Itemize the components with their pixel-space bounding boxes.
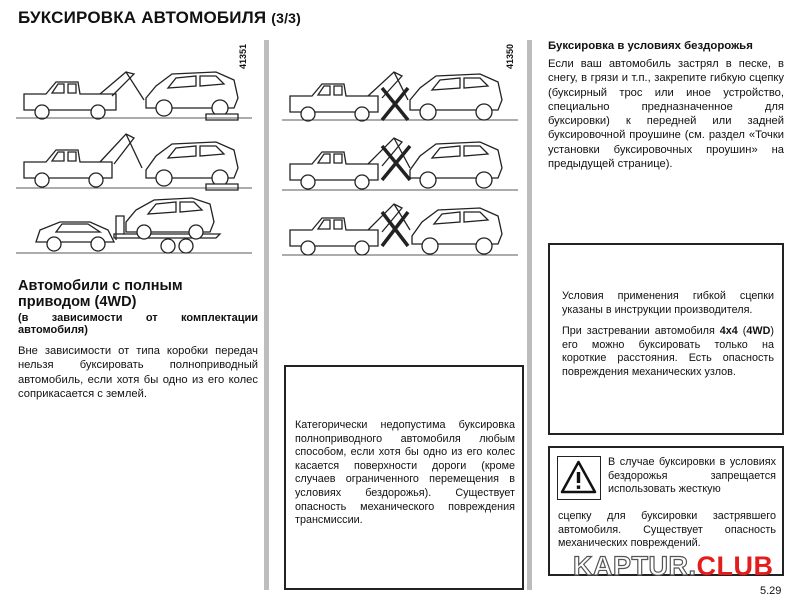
column-divider-left xyxy=(264,40,269,590)
note-text-post: ) его можно буксировать только на короткие расстояния. Есть опасность повреждения механических узлов. xyxy=(562,325,774,378)
title-text: БУКСИРОВКА АВТОМОБИЛЯ xyxy=(18,8,267,27)
note-text-mid: ( xyxy=(737,325,747,337)
figure-id-left: 41351 xyxy=(238,44,248,70)
cross-icon-1 xyxy=(382,88,408,120)
figure-prohibited-towing xyxy=(282,50,522,265)
note-text-4x4: 4x4 xyxy=(719,325,738,337)
offroad-body: Если ваш автомобиль застрял в песке, в снегу, в грязи и т.п., закрепите гибкую сцепку (буксирный трос или иное устройство, специально предназначенное для буксировки) к передней или задней буксировочной проушине (см. раздел «Точки установки буксировочных проушин» на предыдущей странице). xyxy=(548,58,784,171)
cross-icon-2 xyxy=(382,146,410,180)
note-text-4wd: 4WD xyxy=(746,325,771,337)
note-paragraph-2 xyxy=(562,325,774,379)
tow-truck-2 xyxy=(24,134,142,187)
offroad-heading: Буксировка в условиях бездорожья xyxy=(548,40,753,52)
section-heading-4wd: Автомобили с полным приводом (4WD) xyxy=(18,278,183,310)
prohibited-illustrations-svg xyxy=(282,50,522,265)
towed-car-2 xyxy=(146,142,238,190)
section-subheading-4wd: (в зависимости от комплектации автомобиля) xyxy=(18,312,258,336)
warning-text-rigid-top: В случае буксировки в условиях бездорожья запрещается использовать жесткую xyxy=(608,456,776,496)
warning-text-rigid-bottom: сцепку для буксировки застрявшего автомобиля. Существует опасность механических повреждений. xyxy=(558,510,776,550)
car-with-trailer xyxy=(36,198,220,253)
watermark-logo xyxy=(573,551,774,582)
warning-box-transmission xyxy=(284,365,524,590)
watermark-part2: CLUB xyxy=(696,551,774,581)
figure-id-right: 41350 xyxy=(505,44,515,70)
note-text-pre: При застревании автомобиля xyxy=(562,325,720,337)
page-number: 5.29 xyxy=(760,585,782,597)
tow-truck-1 xyxy=(24,72,144,119)
warning-triangle-icon xyxy=(557,456,601,500)
watermark-part1: KAPTUR. xyxy=(573,551,697,581)
warning-text-transmission: Категорически недопустима буксировка полноприводного автомобиля любым способом, если хотя бы одно из его колес касается поверхности дороги (кроме случаев ограниченного перемещения в условиях бездорожья). Существует опасность механического повреждения трансмиссии. xyxy=(295,419,515,527)
note-box-flexible-tow xyxy=(548,243,784,435)
section-body-4wd: Вне зависимости от типа коробки передач нельзя буксировать полноприводный автомобиль, если хотя бы одно из его колес соприкасается с землей. xyxy=(18,345,258,401)
note-paragraph-1: Условия применения гибкой сцепки указаны в инструкции производителя. xyxy=(562,290,774,316)
towed-car-1 xyxy=(146,72,238,120)
column-divider-right xyxy=(527,40,532,590)
figure-allowed-towing xyxy=(16,50,256,265)
towing-illustrations-svg xyxy=(16,50,256,265)
title-part: (3/3) xyxy=(271,10,302,26)
page-title xyxy=(18,8,301,28)
